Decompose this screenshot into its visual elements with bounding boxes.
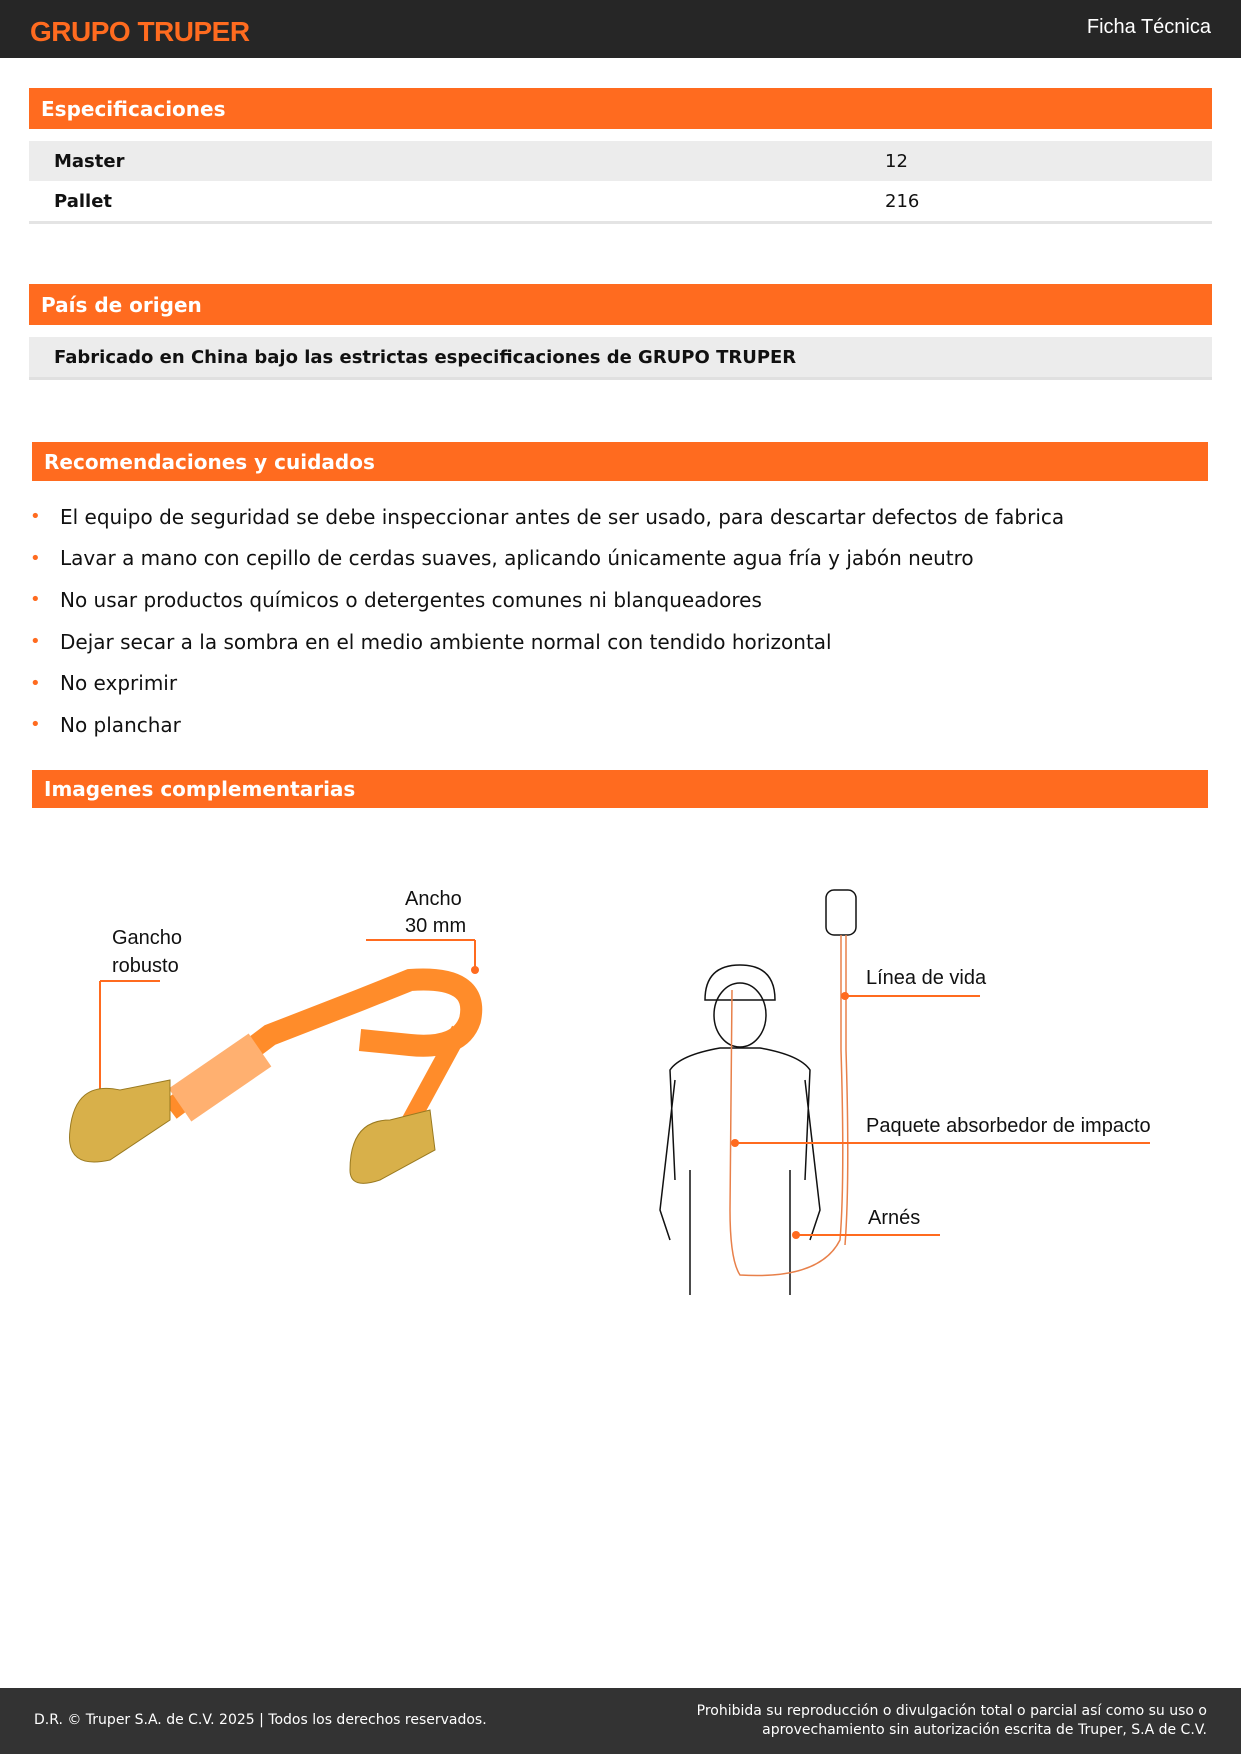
harness-diagram-image bbox=[650, 880, 1160, 1300]
list-item bbox=[30, 662, 1064, 704]
bullet-icon: • bbox=[30, 631, 41, 653]
bullet-icon: • bbox=[30, 672, 41, 694]
section-specs-title: Especificaciones bbox=[29, 88, 1212, 129]
page-footer bbox=[0, 1688, 1241, 1754]
legal-notice-line2: aprovechamiento sin autorización escrita de Truper, S.A de C.V. bbox=[762, 1722, 1207, 1738]
brand-logo: GRUPO TRUPER bbox=[30, 16, 250, 47]
care-list bbox=[30, 496, 1064, 746]
legal-notice bbox=[647, 1702, 1207, 1740]
list-item-text: Dejar secar a la sombra en el medio ambiente normal con tendido horizontal bbox=[60, 629, 832, 654]
hook-label-line2: robusto bbox=[112, 955, 179, 977]
bullet-icon: • bbox=[30, 589, 41, 611]
spec-value: 216 bbox=[885, 190, 920, 212]
document-title: Ficha Técnica bbox=[1086, 16, 1211, 38]
list-item-text: No usar productos químicos o detergentes comunes ni blanqueadores bbox=[60, 587, 762, 612]
list-item-text: Lavar a mano con cepillo de cerdas suaves, aplicando únicamente agua fría y jabón neutro bbox=[60, 546, 974, 571]
hook-label-line1: Gancho bbox=[112, 927, 183, 949]
bullet-icon: • bbox=[30, 714, 41, 736]
width-label-line1: Ancho bbox=[405, 888, 462, 910]
list-item bbox=[30, 538, 1064, 580]
copyright-text: D.R. © Truper S.A. de C.V. 2025 | Todos los derechos reservados. bbox=[34, 1712, 487, 1728]
section-care-title: Recomendaciones y cuidados bbox=[32, 442, 1208, 481]
page-header bbox=[0, 0, 1241, 58]
list-item bbox=[30, 579, 1064, 621]
origin-row bbox=[29, 337, 1212, 380]
list-item bbox=[30, 621, 1064, 663]
spec-label: Master bbox=[54, 150, 125, 172]
list-item-text: El equipo de seguridad se debe inspeccionar antes de ser usado, para descartar defectos de fabrica bbox=[60, 504, 1065, 529]
absorber-label: Paquete absorbedor de impacto bbox=[866, 1115, 1151, 1137]
list-item-text: No exprimir bbox=[60, 671, 178, 696]
lifeline-label: Línea de vida bbox=[866, 967, 987, 989]
bullet-icon: • bbox=[30, 506, 41, 528]
width-label-line2: 30 mm bbox=[405, 915, 467, 937]
bullet-icon: • bbox=[30, 547, 41, 569]
list-item bbox=[30, 496, 1064, 538]
spec-row bbox=[29, 141, 1212, 181]
section-images-title: Imagenes complementarias bbox=[32, 770, 1208, 808]
list-item bbox=[30, 704, 1064, 746]
origin-text: Fabricado en China bajo las estrictas especificaciones de GRUPO TRUPER bbox=[54, 346, 797, 368]
spec-label: Pallet bbox=[54, 190, 113, 212]
spec-value: 12 bbox=[885, 150, 908, 172]
list-item-text: No planchar bbox=[60, 712, 181, 737]
legal-notice-line1: Prohibida su reproducción o divulgación total o parcial así como su uso o bbox=[696, 1703, 1207, 1719]
section-origin-title: País de origen bbox=[29, 284, 1212, 325]
harness-label: Arnés bbox=[868, 1207, 921, 1229]
spec-row bbox=[29, 181, 1212, 224]
